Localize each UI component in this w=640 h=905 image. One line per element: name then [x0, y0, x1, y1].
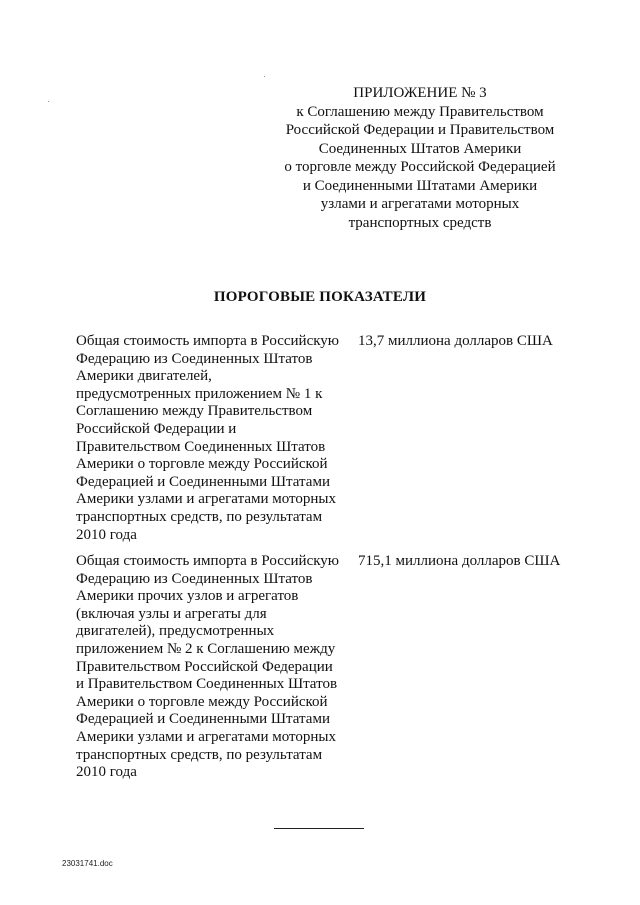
description-line: Федерацией и Соединенными Штатами [76, 711, 330, 728]
description-line: приложением № 2 к Соглашению между [76, 640, 336, 657]
appendix-line: Российской Федерации и Правительством [285, 122, 555, 138]
appendix-line: ПРИЛОЖЕНИЕ № 3 [353, 85, 487, 101]
threshold-value: 13,7 миллиона долларов США [358, 333, 553, 349]
description-line: Федерацию из Соединенных Штатов [76, 350, 313, 367]
description-line: Российской Федерации и [76, 420, 237, 437]
description-line: транспортных средств, по результатам [76, 746, 323, 763]
description-line: 2010 года [76, 526, 137, 543]
description-line: предусмотренных приложением № 1 к [76, 385, 323, 402]
threshold-value: 715,1 миллиона долларов США [358, 553, 561, 569]
description-line: Общая стоимость импорта в Российскую [76, 553, 340, 569]
description-line: 2010 года [76, 764, 137, 781]
description-line: Америки прочих узлов и агрегатов [76, 588, 299, 605]
threshold-description [76, 553, 351, 782]
appendix-line: и Соединенными Штатами Америки [302, 177, 538, 194]
appendix-line: о торговле между Российской Федерацией [284, 159, 556, 175]
description-line: транспортных средств, по результатам [76, 508, 323, 525]
appendix-line: транспортных средств [348, 214, 492, 231]
description-line: Америки двигателей, [76, 368, 212, 385]
appendix-line: Соединенных Штатов Америки [318, 140, 522, 157]
document-title: ПОРОГОВЫЕ ПОКАЗАТЕЛИ [213, 289, 427, 305]
description-line: Соглашению между Правительством [76, 403, 313, 420]
appendix-header [270, 84, 570, 232]
appendix-line: узлами и агрегатами моторных [320, 196, 520, 212]
closing-divider [274, 828, 364, 829]
description-line: Федерацией и Соединенными Штатами [76, 473, 330, 490]
description-line: Правительством Российской Федерации [76, 658, 333, 675]
description-line: (включая узлы и агрегаты для [76, 605, 267, 622]
scan-speck [264, 76, 265, 77]
threshold-description [76, 333, 351, 544]
description-line: Правительством Соединенных Штатов [76, 438, 326, 455]
description-line: Америки о торговле между Российской [76, 693, 328, 710]
description-line: Америки узлами и агрегатами моторных [76, 491, 337, 508]
appendix-line: к Соглашению между Правительством [296, 103, 544, 120]
description-line: Общая стоимость импорта в Российскую [76, 333, 340, 349]
description-line: Федерацию из Соединенных Штатов [76, 570, 313, 587]
description-line: Америки узлами и агрегатами моторных [76, 728, 337, 745]
description-line: Америки о торговле между Российской [76, 456, 328, 473]
document-file-id: 23031741.doc [62, 859, 113, 868]
scan-speck [48, 101, 49, 102]
description-line: и Правительством Соединенных Штатов [76, 676, 338, 693]
description-line: двигателей), предусмотренных [76, 623, 275, 640]
